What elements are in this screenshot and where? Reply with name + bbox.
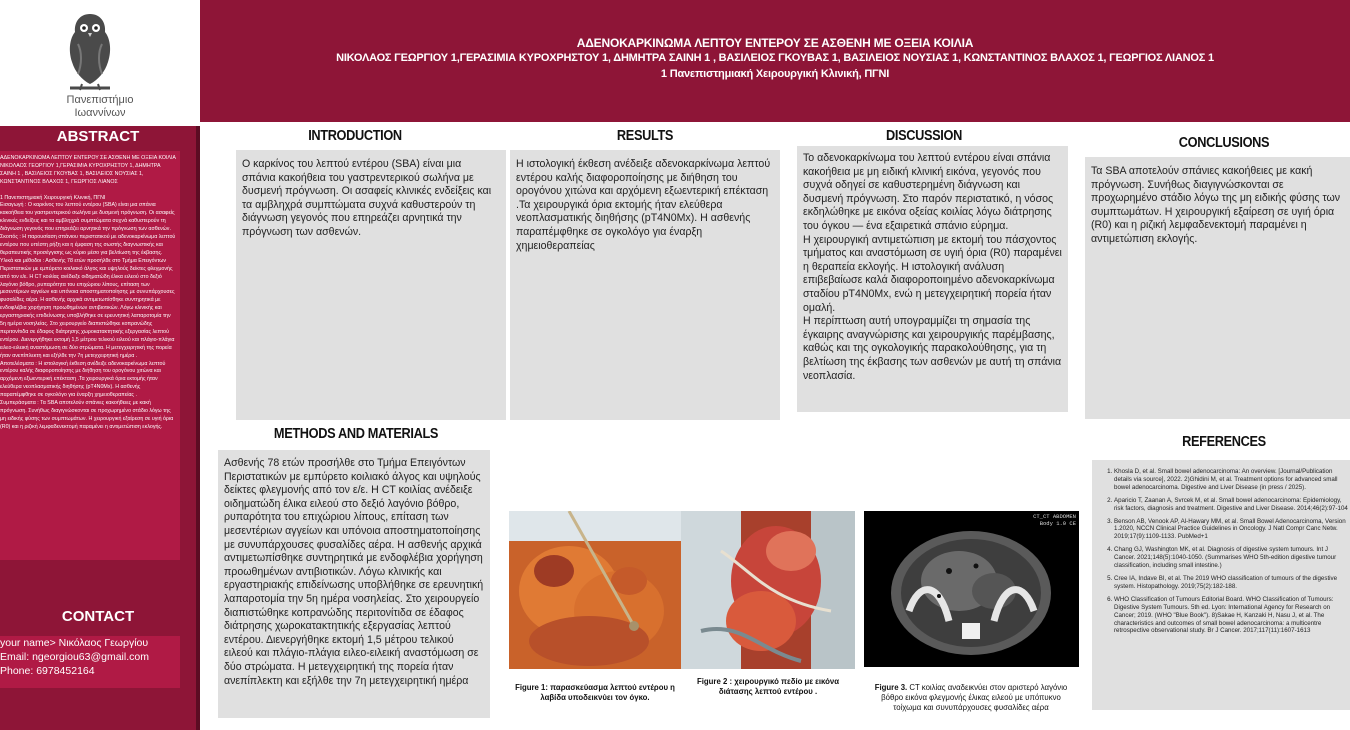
figure-1-caption [510, 683, 680, 703]
discussion-panel [797, 146, 1068, 412]
references-panel [1092, 460, 1350, 710]
left-divider [196, 126, 200, 730]
abstract-heading: ABSTRACT [56, 128, 140, 145]
methods-heading: METHODS AND MATERIALS [273, 426, 439, 442]
figure-1-image [509, 511, 681, 669]
logo-caption-line1: Πανεπιστήμιο [66, 94, 134, 106]
figure-1-label: Figure 1: [515, 683, 548, 692]
methods-text: Ασθενής 78 ετών προσήλθε στο Τμήμα Επειγόντων Περιστατικών με εμπύρετο κοιλιακό άλγος και υψηλούς δείκτες φλεγμονής από τον ε/ε. Η CT κοιλίας ανέδειξε οιδηματώδη έλικα ειλεού στο δεξιό λαγόνιο βόθρο, ρυπαρότητα του επιχώριου λίπους, επίταση των μεσεντέριων αγγείων και υπόνοια αποστηματοποίησης με συνυπάρχουσες φυσαλίδες αέρα. Η ασθενής αρχικά αντιμετωπίσθηκε συντηρητικά με ενδοφλέβια χορήγηση προωθημένων αντιβιοτικών. Λόγω κλινικής και εργαστηριακής επιδείνωσης υποβλήθηκε σε ερευνητική λαπαροτομία την 5η ημέρα νοσηλείας. Στο χειρουργείο διαπιστώθηκε κοπρανώδης περιτονίτιδα σε έδαφος διάτρησης χωροκατακτητικής εξεργασίας λεπτού εντέρου. Διενεργήθηκε εκτομή 1,5 μέτρου τελικού ειλεού και πλάγιο-πλάγια ειλεο-ειλεική αναστόμωση σε δύο στρώματα. Η μετεγχειρητική της πορεία ήταν ανεπίπλεκτη και εξήλθε την 7η μετεγχειρητική ημέρα [224, 457, 484, 687]
surgical-field-image [681, 511, 855, 669]
conclusions-heading: CONCLUSIONS [1178, 135, 1270, 151]
discussion-heading: DISCUSSION [886, 128, 962, 144]
surgical-specimen-image [509, 511, 681, 669]
ct-label-line2: Body 1.0 CE [1039, 520, 1076, 527]
logo-caption [30, 94, 170, 120]
ct-scan-image [864, 511, 1079, 667]
figure-2-caption-text: : χειρουργικό πεδίο με εικόνα διάτασης λεπτού εντέρου . [718, 677, 840, 696]
reference-item: 4. Chang GJ, Washington MK, et al. Diagnosis of digestive system tumours. Int J Cancer. 2021;148(5):1040-1050. (Summarises WHO 5th-edition digestive tumour classification, including small intestine.) [1114, 546, 1350, 570]
results-panel [510, 150, 780, 420]
reference-item: 3. Benson AB, Venook AP, Al-Hawary MM, et al. Small Bowel Adenocarcinoma, Version 1.2020, NCCN Clinical Practice Guidelines in Oncology. J Natl Compr Canc Netw. 2019;17(9):1109-1133. PubMed+1 [1114, 518, 1350, 542]
figure-2-caption [682, 677, 854, 697]
reference-item: 2. Aparicio T, Zaanan A, Svrcek M, et al. Small bowel adenocarcinoma: Epidemiology, risk factors, diagnosis and treatment. Digestive and Liver Disease. 2014;46(2):97-104 [1114, 497, 1350, 513]
references-list [1092, 460, 1350, 635]
figure-3-caption-text: CT κοιλίας αναδεικνύει στον αριστερό λαγόνιο βόθρο εικόνα φλεγμονής έλικας ειλεού με υπόπυκνο τοίχωμα και συνυπάρχουσες φυσαλίδες αέρα [881, 683, 1068, 712]
contact-heading: CONTACT [61, 608, 135, 625]
discussion-text: Το αδενοκαρκίνωμα του λεπτού εντέρου είναι σπάνια κακοήθεια με μη ειδική κλινική εικόνα, γεγονός που συχνά οδηγεί σε καθυστερημένη διάγνωση και δυσμενή πρόγνωση. Στο παρόν περιστατικό, η νόσος εκδηλώθηκε με εικόνα οξείας κοιλίας λόγω διάτρησης του όγκου — ένα εξαιρετικά σπάνιο εύρημα. Η χειρουργική αντιμετώπιση με εκτομή του πάσχοντος τμήματος και αναστόμωση σε υγιή όρια (R0) παραμένει η θεραπεία εκλογής. Η ιστολογική ανάλυση επιβεβαίωσε καλά διαφοροποιημένο αδενοκαρκίνωμα σταδίου pT4N0Mx, ενώ η μετεγχειρητική πορεία ήταν ομαλή. Η περίπτωση αυτή υπογραμμίζει τη σημασία της έγκαιρης αναγνώρισης και χειρουργικής παρέμβασης, καθώς και της ογκολογικής παρακολούθησης, για τη βελτίωση της έκβασης των ασθενών με αυτή τη σπάνια νεοπλασία. [803, 152, 1062, 382]
contact-box [0, 636, 180, 688]
reference-item: 1. Khosla D, et al. Small bowel adenocarcinoma: An overview. [Journal/Publication details via source], 2022. 2)Ghidini M, et al. Treatment options for advanced small bowel adenocarcinoma. Digestive and Liver Disease (in press / 2025). [1114, 468, 1350, 492]
methods-panel [218, 450, 490, 718]
poster-affiliation: 1 Πανεπιστημιακή Χειρουργική Κλινική, ΠΓΝΙ [660, 68, 890, 80]
reference-item: 5. Cree IA, Indave BI, et al. The 2019 WHO classification of tumours of the digestive system. Histopathology. 2019;75(2):182-188. [1114, 575, 1350, 591]
introduction-panel [236, 150, 506, 420]
ct-label [1033, 513, 1076, 527]
figure-2-image [681, 511, 855, 669]
figure-3-image [864, 511, 1079, 667]
poster-title: ΑΔΕΝΟΚΑΡΚΙΝΩΜΑ ΛΕΠΤΟΥ ΕΝΤΕΡΟΥ ΣΕ ΑΣΘΕΝΗ ΜΕ ΟΞΕΙΑ ΚΟΙΛΙΑ [576, 36, 974, 50]
contact-phone: Phone: 6978452164 [0, 665, 95, 677]
introduction-text: Ο καρκίνος του λεπτού εντέρου (SBA) είναι μια σπάνια κακοήθεια του γαστρεντερικού σωλήνα με δυσμενή πρόγνωση. Οι ασαφείς κλινικές ενδείξεις και τα αμβληχρά συμπτώματα συχνά καθυστερούν τη διάγνωση γεγονός που επηρεάζει αρνητικά την πρόγνωση των ασθενών. [242, 158, 492, 238]
contact-email[interactable]: Email: ngeorgiou63@gmail.com [0, 651, 149, 663]
poster-authors: ΝΙΚΟΛΑΟΣ ΓΕΩΡΓΙΟΥ 1,ΓΕΡΑΣΙΜΙΑ ΚΥΡΟΧΡΗΣΤΟΥ 1, ΔΗΜΗΤΡΑ ΣΑΙΝΗ 1 , ΒΑΣΙΛΕΙΟΣ ΓΚΟΥΒΑΣ 1, ΒΑΣΙΛΕΙΟΣ ΝΟΥΣΙΑΣ 1, ΚΩΝΣΤΑΝΤΙΝΟΣ ΒΛΑΧΟΣ 1, ΓΕΩΡΓΙΟΣ ΛΙΑΝΟΣ 1 [336, 52, 1214, 64]
results-text: Η ιστολογική έκθεση ανέδειξε αδενοκαρκίνωμα λεπτού εντέρου καλής διαφοροποίησης με διήθηση του ορογόνου χιτώνα και αρχόμενη εξωεντερική επέκταση .Τα χειρουργικά όρια εκτομής ήταν ελεύθερα νεοπλασματικής διηθήσης (pT4N0Mx). Η ασθενής παραπέμφθηκε σε ογκολόγο για έναρξη χημειοθεραπείας [516, 158, 771, 252]
ct-label-line1: CT_CT ABDOMEN [1033, 513, 1076, 520]
conclusions-text: Τα SBA αποτελούν σπάνιες κακοήθειες με κακή πρόγνωση. Συνήθως διαγιγνώσκονται σε προχωρημένο στάδιο λόγω της μη ειδικής φύσης των συμπτωμάτων. Η χειρουργική εξαίρεση σε υγιή όρια (R0) και η ριζική λεμφαδενεκτομή παραμένει η αντιμετώπιση εκλογής. [1091, 165, 1341, 245]
figure-2-label: Figure 2 [696, 677, 728, 686]
poster-header [200, 0, 1350, 122]
results-heading: RESULTS [616, 128, 674, 144]
contact-name: your name> Νικόλαος Γεωργίου [0, 637, 149, 649]
abstract-box [0, 151, 180, 560]
reference-item: 6. WHO Classification of Tumours Editorial Board. WHO Classification of Tumours: Digestive System Tumours. 5th ed. Lyon: International Agency for Research on Cancer; 2019. (WHO "Blue Book"). 8)Sakae H, Kanzaki H, Nasu J, et al. The characteristics and outcomes of small bowel adenocarcinoma: a multicentre retrospective observational study. Br J Cancer. 2017;117(11):1607-1613 [1114, 596, 1350, 636]
owl-icon [60, 8, 120, 94]
introduction-heading: INTRODUCTION [308, 128, 402, 144]
figure-1-caption-text: παρασκεύασμα λεπτού εντέρου η λαβίδα υποδεικνύει τον όγκο. [540, 683, 675, 702]
figure-3-label: Figure 3. [874, 683, 908, 692]
conclusions-panel [1085, 157, 1350, 419]
logo-caption-line2: Ιωαννίνων [74, 107, 126, 119]
references-heading: REFERENCES [1182, 434, 1266, 450]
abstract-text: ΑΔΕΝΟΚΑΡΚΙΝΩΜΑ ΛΕΠΤΟΥ ΕΝΤΕΡΟΥ ΣΕ ΑΣΘΕΝΗ ΜΕ ΟΞΕΙΑ ΚΟΙΛΙΑ ΝΙΚΟΛΑΟΣ ΓΕΩΡΓΙΟΥ 1,ΓΕΡΑΣΙΜΙΑ ΚΥΡΟΧΡΗΣΤΟΥ 1, ΔΗΜΗΤΡΑ ΣΑΙΝΗ 1 , ΒΑΣΙΛΕΙΟΣ ΓΚΟΥΒΑΣ 1, ΒΑΣΙΛΕΙΟΣ ΝΟΥΣΙΑΣ 1, ΚΩΝΣΤΑΝΤΙΝΟΣ ΒΛΑΧΟΣ 1, ΓΕΩΡΓΙΟΣ ΛΙΑΝΟΣ 1 Πανεπιστημιακή Χειρουργική Κλινική, ΠΓΝΙ Εισαγωγή : Ο καρκίνος του λεπτού εντέρου (SBA) είναι μια σπάνια κακοήθεια του γαστρεντερικού σωλήνα με δυσμενή πρόγνωση. Οι ασαφείς κλινικές ενδείξεις και τα αμβληχρά συμπτώματα συχνά καθυστερούν τη διάγνωση γεγονός που επηρεάζει αρνητικά την πρόγνωση των ασθενών. Σκοπός : Η παρουσίαση σπάνιου περιστατικού με αδενοκαρκίνωμα λεπτού εντέρου που υπέστη ρήξη και η έμφαση της σωστής διαγνωστικής και θεραπευτικής προσέγγισης ως κύριο μέσο για βελτίωση της έκβασης. Υλικά και μέθοδοι : Ασθενής 78 ετών προσήλθε στο Τμήμα Επειγόντων Περιστατικών με εμπύρετο κοιλιακό άλγος και υψηλούς δείκτες φλεγμονής από τον ε/ε. Η CT κοιλίας ανέδειξε οιδηματώδη έλικα ειλεού στο δεξιό λαγόνιο βόθρο, ρυπαρότητα του επιχώριου λίπους, επίταση των μεσεντέριων αγγείων και υπόνοια αποστηματοποίησης με συνυπάρχουσες φυσαλίδες αέρα. Η ασθενής αρχικά αντιμετωπίσθηκε συντηρητικά με ενδοφλέβια χορήγηση προωθημένων αντιβιοτικών. Λόγω κλινικής και εργαστηριακής επιδείνωσης υποβλήθηκε σε ερευνητική λαπαροτομία την 5η ημέρα νοσηλείας. Στο χειρουργείο διαπιστώθηκε κοπρανώδης περιτονίτιδα σε έδαφος διάτρησης χωροκατακτητικής εξεργασίας λεπτού εντέρου. Διενεργήθηκε εκτομή 1,5 μέτρου τελικού ειλεού και πλάγιο-πλάγια ειλεο-ειλεική αναστόμωση σε δύο στρώματα. Η μετεγχειρητική της πορεία ήταν ανεπίπλεκτη και εξήλθε την 7η μετεγχειρητική ημέρα . Αποτελέσματα : Η ιστολογική έκθεση ανέδειξε αδενοκαρκίνωμα λεπτού εντέρου καλής διαφοροποίησης με διήθηση του ορογόνου χιτώνα και αρχόμενη εξωεντερική επέκταση .Τα χειρουργικά όρια εκτομής ήταν ελεύθερα νεοπλασματικής διηθήσης (pT4N0Mx). Η ασθενής παραπέμφθηκε σε ογκολόγο για έναρξη χημειοθεραπείας . Συμπεράσματα : Τα SBA αποτελούν σπάνιες κακοήθειες με κακή πρόγνωση. Συνήθως διαγιγνώσκονται σε προχωρημένο στάδιο λόγω της μη ειδικής φύσης των συμπτωμάτων. Η χειρουργική εξαίρεση σε υγιή όρια (R0) και η ριζική λεμφαδενεκτομή παραμένει η αντιμετώπιση εκλογής. [0, 155, 176, 430]
figure-3-caption [868, 683, 1074, 713]
